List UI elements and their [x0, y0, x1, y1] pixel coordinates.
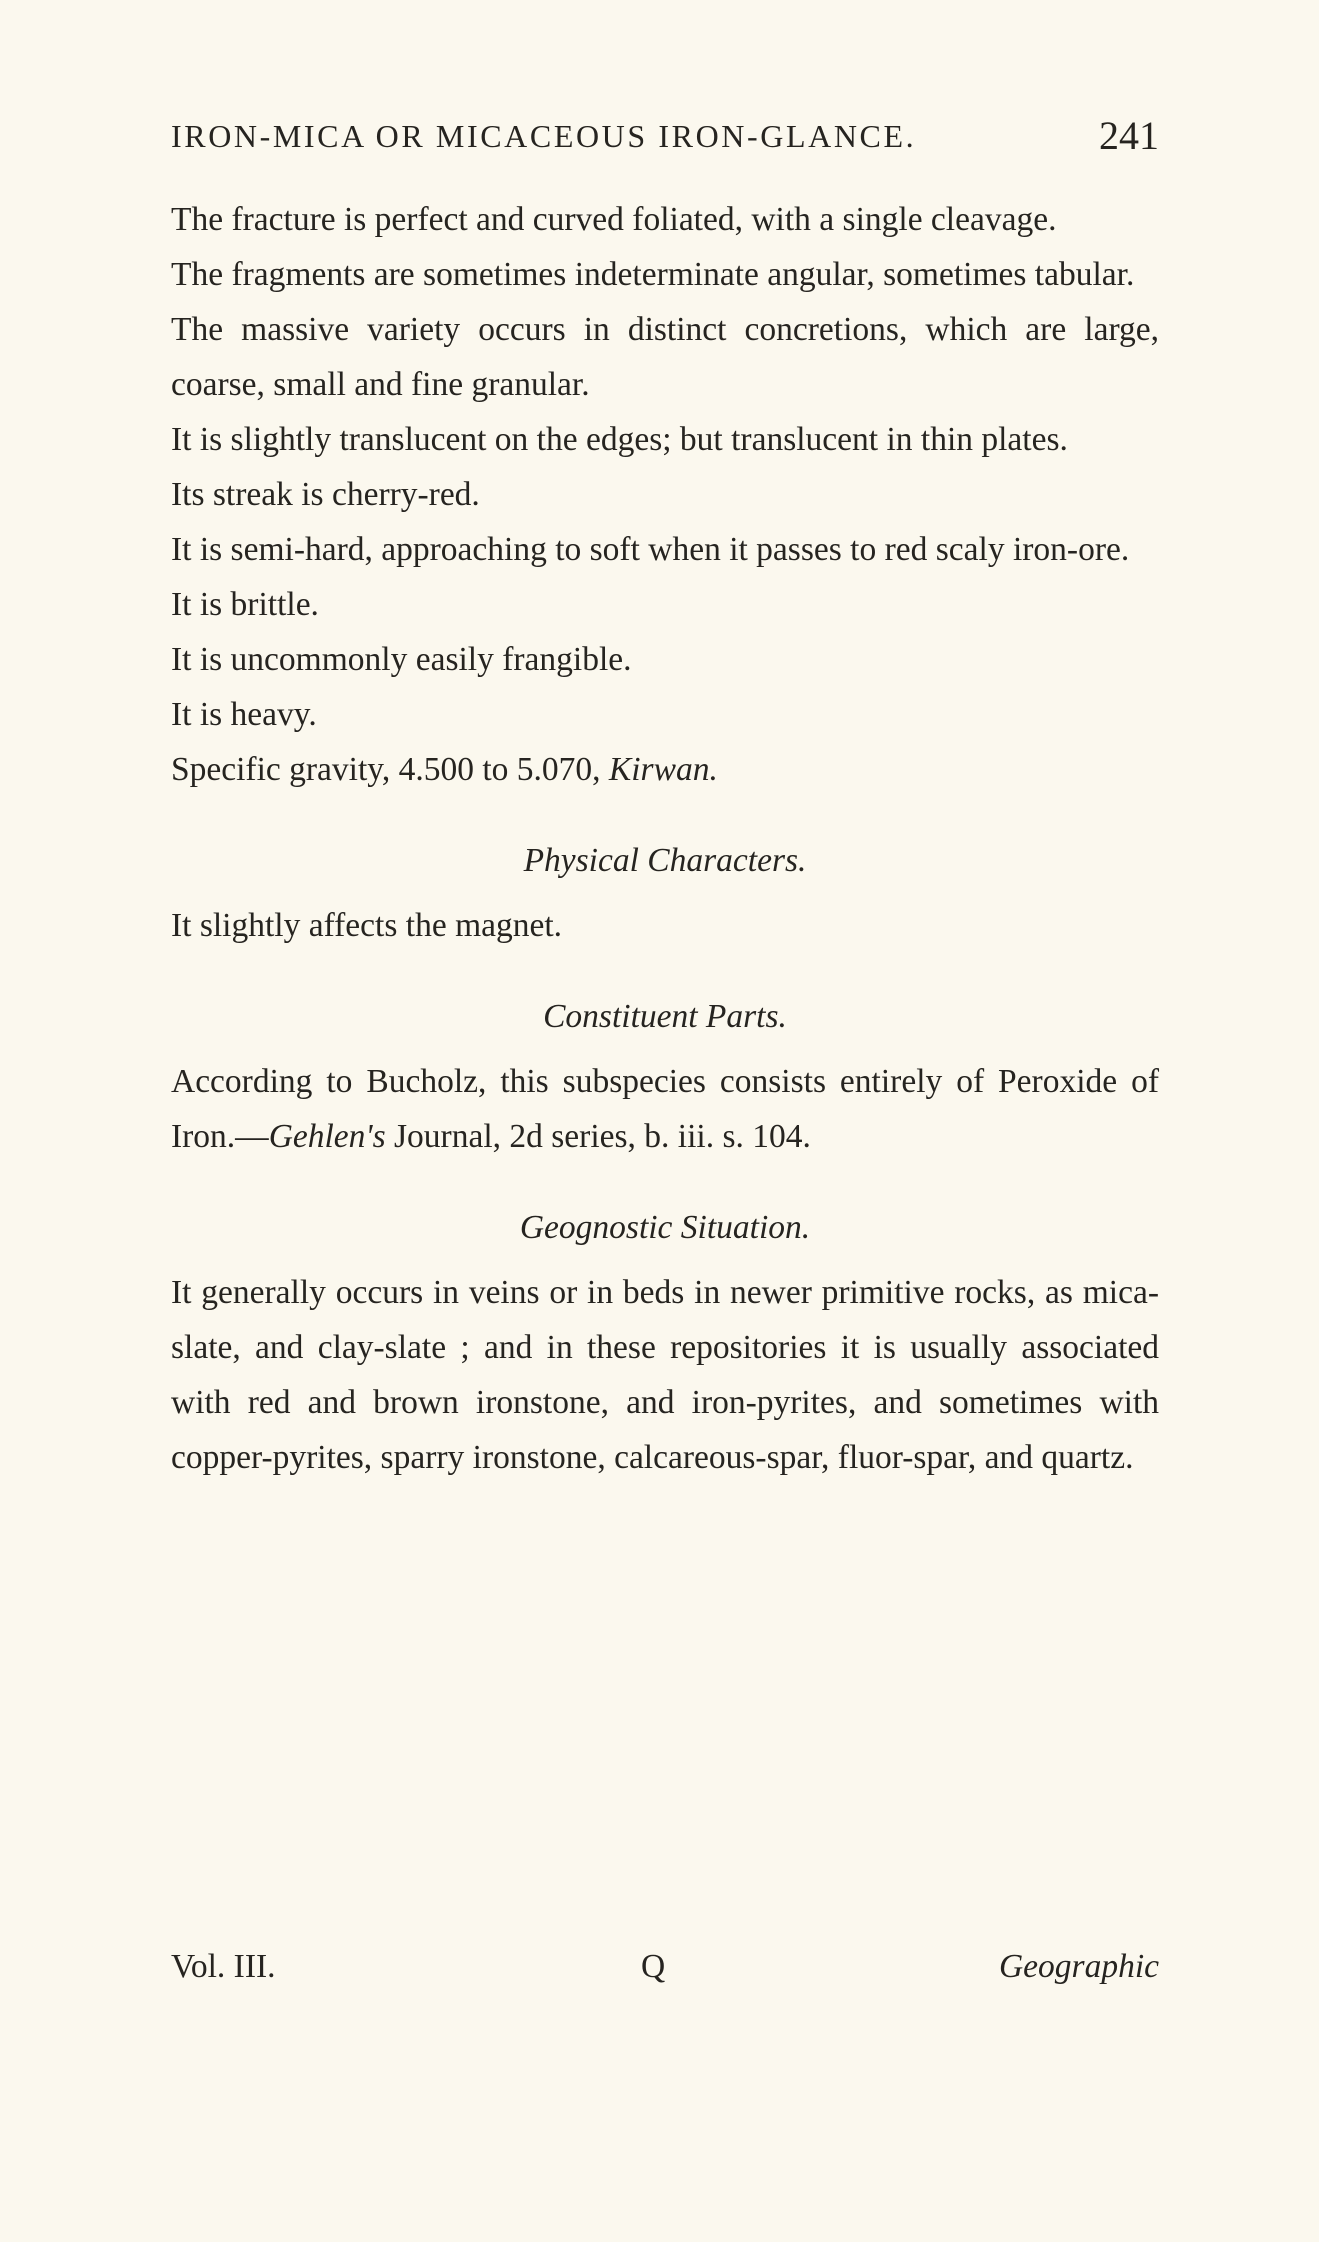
paragraph-specific-gravity [171, 742, 1159, 797]
paragraph-streak: Its streak is cherry-red. [171, 476, 480, 513]
catchword: Geographic [998, 1948, 1159, 1985]
paragraph-translucency: It is slightly translucent on the edges; but translucent in thin plates. [171, 421, 1068, 458]
gravity-author: Kirwan. [608, 751, 718, 788]
paragraph-fracture: The fracture is perfect and curved foliated, with a single cleavage. [171, 201, 1057, 238]
paragraph-fragments: The fragments are sometimes indeterminate angular, sometimes tabular. [171, 256, 1135, 293]
journal-author: Gehlen's [268, 1118, 386, 1155]
heading-constituent-parts: Constituent Parts. [543, 998, 787, 1035]
running-head: IRON-MICA OR MICACEOUS IRON-GLANCE. [171, 118, 917, 154]
paragraph-magnet: It slightly affects the magnet. [171, 907, 563, 944]
page-number: 241 [1099, 113, 1159, 158]
page-footer [171, 1948, 1159, 1998]
heading-geognostic-situation: Geognostic Situation. [519, 1209, 811, 1246]
volume-label: Vol. III. [171, 1948, 276, 1985]
heading-physical-characters: Physical Characters. [523, 842, 807, 879]
paragraph-heavy: It is heavy. [171, 696, 317, 733]
signature-mark: Q [641, 1948, 666, 1985]
paragraph-brittle: It is brittle. [171, 586, 319, 623]
constituent-text-a: According to Bucholz, this subspecies consists entirely of Peroxide of Iron.— [171, 1063, 1159, 1155]
paragraph-frangible: It is uncommonly easily frangible. [171, 641, 632, 678]
paragraph-geognostic: It generally occurs in veins or in beds in newer primitive rocks, as mica-slate, and clay-slate ; and in these repositories it is usually associated with red and brown ironstone, and iron-pyrites, and sometimes with copper-pyrites, sparry ironstone, calcareous-spar, fluor-spar, and quartz. [171, 1274, 1159, 1476]
paragraph-concretions: The massive variety occurs in distinct concretions, which are large, coarse, small and fine granular. [171, 311, 1159, 403]
constituent-text-b: Journal, 2d series, b. iii. s. 104. [385, 1118, 811, 1155]
paragraph-hardness: It is semi-hard, approaching to soft when it passes to red scaly iron-ore. [171, 531, 1130, 568]
page-body [171, 192, 1159, 1485]
paragraph-constituents [171, 1054, 1159, 1164]
gravity-text: Specific gravity, 4.500 to 5.070, [171, 751, 601, 788]
page-header [171, 112, 1159, 162]
